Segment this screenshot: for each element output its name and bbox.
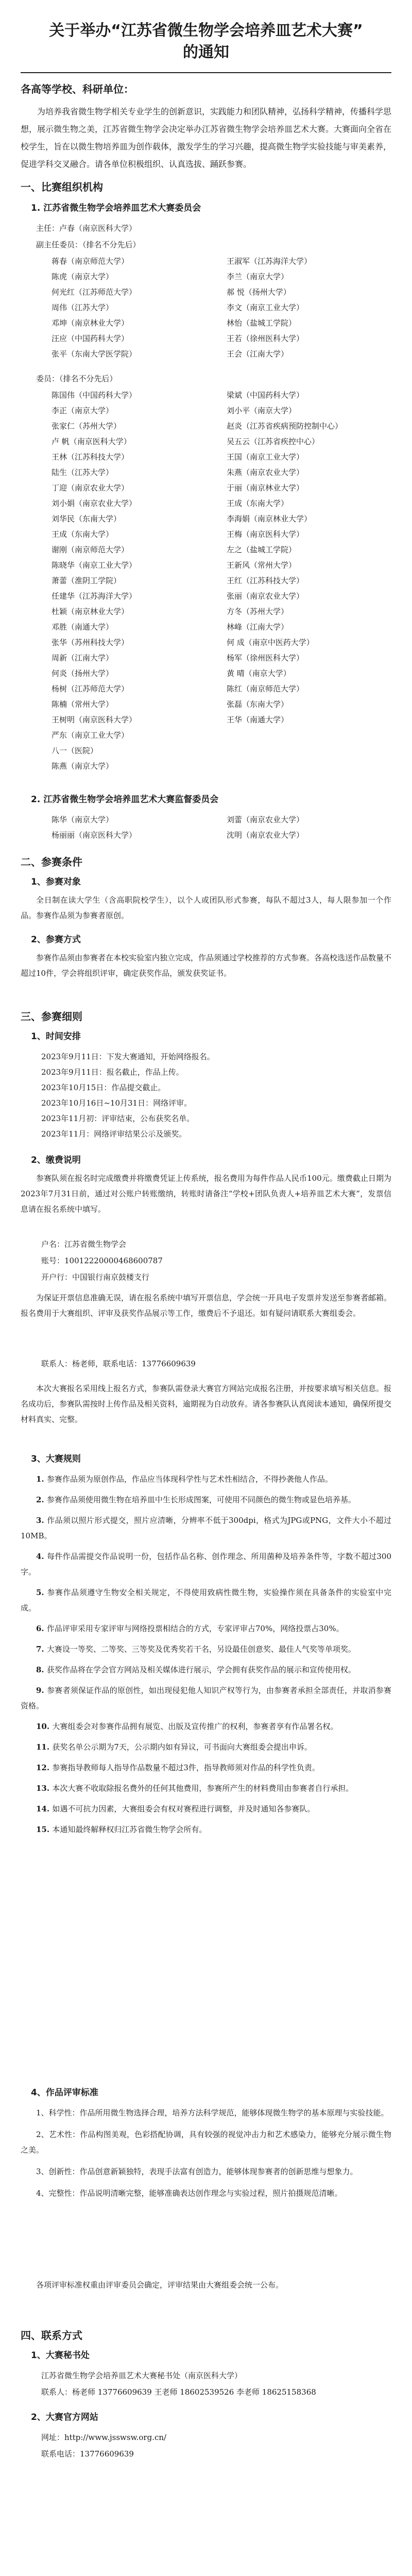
rule-number: 14. bbox=[36, 1804, 53, 1814]
schedule-item: 2023年10月16日~10月31日：网络评审。 bbox=[41, 1098, 192, 1108]
section-eligibility-title: 二、参赛条件 bbox=[21, 856, 82, 868]
method-subtitle: 2、参赛方式 bbox=[31, 935, 81, 945]
member-item: 陈红（南京师范大学） bbox=[227, 684, 304, 693]
rule-item bbox=[21, 1719, 391, 1734]
member-item: 八一（医院） bbox=[52, 746, 98, 755]
rule-item bbox=[21, 1760, 391, 1775]
contact-line: 联系人：杨老师，联系电话：13776609639 bbox=[41, 1359, 196, 1368]
criteria-subtitle: 4、作品评审标准 bbox=[31, 2088, 98, 2098]
member-item: 张丽（南京农业大学） bbox=[227, 591, 304, 601]
method-text: 参赛作品须由参赛者在本校实验室内独立完成，作品须通过学校推荐的方式参赛。各高校选送作品数量不超过10件，学会将组织评审，确定获奖作品，颁发获奖证书。 bbox=[21, 953, 392, 978]
rule-item bbox=[21, 1739, 391, 1755]
member-item: 王梅（南京医科大学） bbox=[227, 530, 304, 539]
member-item: 王林（江苏科技大学） bbox=[52, 452, 129, 462]
member-item: 林峰（江南大学） bbox=[227, 622, 289, 632]
rule-number: 7. bbox=[36, 1645, 47, 1654]
member-item: 杨军（徐州医科大学） bbox=[227, 653, 304, 663]
member-item: 李正（南京大学） bbox=[52, 406, 114, 415]
rule-text: 本次大赛不收取除报名费外的任何其他费用，参赛所产生的材料费用由参赛者自行承担。 bbox=[52, 1784, 354, 1793]
vice-director-item: 张平（东南大学医学院） bbox=[52, 349, 137, 359]
rule-item bbox=[21, 1471, 391, 1487]
vice-director-item: 王会（江南大学） bbox=[227, 349, 289, 359]
rule-text: 参赛指导教师每人指导作品数量不超过3件，指导教师须对作品的科学性负责。 bbox=[52, 1763, 320, 1772]
rules-list bbox=[21, 1471, 391, 1842]
rule-text: 大赛设一等奖、二等奖、三等奖及优秀奖若干名，另设最佳创意奖、最佳人气奖等单项奖。 bbox=[46, 1645, 356, 1654]
vice-director-item: 周伟（江苏大学） bbox=[52, 303, 114, 312]
member-item: 王成（东南大学） bbox=[52, 530, 114, 539]
vice-director-item: 林怡（盐城工学院） bbox=[227, 318, 297, 328]
account-name bbox=[41, 1236, 126, 1252]
vice-director-item: 蒋春（南京师范大学） bbox=[52, 257, 129, 266]
rule-item bbox=[21, 1513, 391, 1544]
member-item: 何炎（扬州大学） bbox=[52, 669, 114, 678]
rule-text: 参赛作品须遵守生物安全相关规定，不得使用致病性微生物，实验操作须在具备条件的实验室中完成。 bbox=[21, 1588, 391, 1613]
rule-item bbox=[21, 1641, 391, 1657]
rule-item bbox=[21, 1781, 391, 1796]
rule-number: 2. bbox=[36, 1495, 47, 1504]
member-item: 邓胜（南通大学） bbox=[52, 622, 114, 632]
secretariat-subtitle: 1、大赛秘书处 bbox=[31, 2350, 90, 2361]
member-item: 刘小娟（南京农业大学） bbox=[52, 499, 137, 508]
supervisor-item: 陈华（南京大学） bbox=[52, 815, 114, 824]
member-item: 李海娟（南京林业大学） bbox=[227, 514, 312, 523]
supervisor-item: 杨丽丽（南京医科大学） bbox=[52, 831, 137, 840]
rule-number: 5. bbox=[36, 1588, 47, 1597]
member-item: 张华（苏州科技大学） bbox=[52, 638, 129, 647]
rule-item bbox=[21, 1492, 391, 1507]
website-phone: 联系电话：13776609639 bbox=[41, 2449, 134, 2459]
notice-title-line2: 的通知 bbox=[183, 43, 229, 61]
member-item: 刘华民（东南大学） bbox=[52, 514, 122, 523]
members-left bbox=[52, 387, 136, 774]
member-item: 梁斌（中国药科大学） bbox=[227, 391, 304, 400]
participants-text: 全日制在读大学生（含高职院校学生），以个人或团队形式参赛，每队不超过3人，每人限参加一个作品。参赛作品须为参赛者原创。 bbox=[21, 895, 391, 920]
rule-item bbox=[21, 1585, 391, 1616]
rule-number: 12. bbox=[36, 1763, 53, 1772]
bank-label: 开户行： bbox=[41, 1273, 73, 1282]
fee-subtitle: 2、缴费说明 bbox=[31, 1155, 81, 1165]
account-number-value: 10012220000468600787 bbox=[64, 1256, 163, 1265]
account-name-value: 江苏省微生物学会 bbox=[64, 1240, 127, 1249]
vice-director-item: 何光红（江苏师范大学） bbox=[52, 287, 137, 297]
rule-number: 10. bbox=[36, 1722, 53, 1731]
schedule-list bbox=[41, 1049, 215, 1142]
vice-director-item: 王淑军（江苏海洋大学） bbox=[227, 257, 312, 266]
member-item: 刘小平（南京大学） bbox=[227, 406, 297, 415]
member-item: 陈燕（南京大学） bbox=[52, 761, 114, 771]
bank-value: 中国银行南京鼓楼支行 bbox=[72, 1273, 150, 1282]
intro-paragraph: 为培养我省微生物学相关专业学生的创新意识，实践能力和团队精神，弘扬科学精神，传播科学思想，展示微生物之美，江苏省微生物学会决定举办江苏省微生物学会培养皿艺术大赛。大赛面向全省在校学生，旨在以微生物培养皿为创作载体，激发学生的学习兴趣，提高微生物学实验技能与审美素养，促进学科交叉融合。请各单位积极组织、认真选拔、踊跃参赛。 bbox=[21, 107, 392, 169]
vice-director-item: 李文（南京工业大学） bbox=[227, 303, 304, 312]
vice-director-item: 郝 悦（扬州大学） bbox=[227, 287, 291, 297]
rule-number: 11. bbox=[36, 1742, 53, 1752]
criteria-note: 各项评审标准权重由评审委员会确定，评审结果由大赛组委会统一公布。 bbox=[36, 2280, 284, 2290]
rule-text: 大赛组委会对参赛作品拥有展览、出版及宣传推广的权利，参赛者享有作品署名权。 bbox=[52, 1722, 338, 1731]
rule-text: 获奖名单公示期为7天，公示期内如有异议，可书面向大赛组委会提出申诉。 bbox=[52, 1742, 312, 1752]
member-item: 于丽（南京林业大学） bbox=[227, 483, 304, 493]
rule-text: 作品评审采用专家评审与网络投票相结合的方式，专家评审占70%，网络投票占30%。 bbox=[46, 1624, 344, 1633]
rule-item bbox=[21, 1683, 391, 1714]
vice-director-item: 汪应（中国药科大学） bbox=[52, 334, 129, 343]
rule-number: 1. bbox=[36, 1475, 47, 1484]
members-right bbox=[227, 387, 342, 727]
committee-director: 主任：卢春（南京医科大学） bbox=[36, 224, 137, 233]
rule-number: 15. bbox=[36, 1825, 53, 1834]
rule-text: 参赛作品须使用微生物在培养皿中生长形成图案，可使用不同颜色的微生物或显色培养基。 bbox=[46, 1495, 356, 1504]
vice-director-item: 李兰（南京大学） bbox=[227, 272, 289, 281]
rule-number: 4. bbox=[36, 1552, 47, 1561]
member-item: 左之（盐城工学院） bbox=[227, 545, 297, 554]
rule-text: 作品须以照片形式提交，照片应清晰，分辨率不低于300dpi，格式为JPG或PNG，文件大小不超过10MB。 bbox=[21, 1516, 391, 1540]
schedule-item: 2023年9月11日：报名截止，作品上传。 bbox=[41, 1067, 184, 1077]
website-url: 网址：http://www.jsswsw.org.cn/ bbox=[41, 2433, 167, 2442]
member-item: 王成（东南大学） bbox=[227, 499, 289, 508]
member-item: 王树明（南京医科大学） bbox=[52, 715, 137, 724]
member-item: 杨树（江苏师范大学） bbox=[52, 684, 129, 693]
supervisor-item: 刘蕾（南京农业大学） bbox=[227, 815, 304, 824]
rule-number: 9. bbox=[36, 1686, 47, 1695]
vice-director-item: 陈虎（南京大学） bbox=[52, 272, 114, 281]
member-item: 周新（江南大学） bbox=[52, 653, 114, 663]
member-item: 任建华（江苏海洋大学） bbox=[52, 591, 137, 601]
member-item: 王红（江苏科技大学） bbox=[227, 576, 304, 585]
criteria-item: 2、艺术性：作品构图美观，色彩搭配协调，具有较强的视觉冲击力和艺术感染力，能够充分展示微生物之美。 bbox=[21, 2130, 391, 2155]
criteria-item: 4、完整性：作品说明清晰完整，能够准确表达创作理念与实验过程，照片拍摄规范清晰。 bbox=[36, 2189, 342, 2198]
member-item: 方冬（苏州大学） bbox=[227, 607, 289, 616]
rule-number: 8. bbox=[36, 1665, 47, 1674]
bank-name bbox=[41, 1269, 149, 1285]
member-item: 卢 帆（南京医科大学） bbox=[52, 437, 131, 446]
supervisors-right bbox=[227, 812, 304, 843]
member-item: 赵炎（江苏省疾病预防控制中心） bbox=[227, 421, 343, 431]
member-item: 杜颖（南京林业大学） bbox=[52, 607, 129, 616]
rule-text: 获奖作品将在学会官方网站及相关媒体进行展示，学会拥有获奖作品的展示和宣传使用权。 bbox=[46, 1665, 356, 1674]
account-name-label: 户名： bbox=[41, 1240, 65, 1249]
greeting: 各高等学校、科研单位： bbox=[21, 83, 134, 95]
participants-subtitle: 1、参赛对象 bbox=[31, 877, 81, 887]
org-committee-title: 1. 江苏省微生物学会培养皿艺术大赛委员会 bbox=[31, 203, 201, 213]
supervisor-item: 沈明（南京农业大学） bbox=[227, 831, 304, 840]
member-item: 丁迎（南京农业大学） bbox=[52, 483, 129, 493]
registration-note: 本次大赛报名采用线上报名方式，参赛队需登录大赛官方网站完成报名注册，并按要求填写相关信息。报名成功后，参赛队需按时上传作品及相关资料，逾期视为自动放弃。请各参赛队认真阅读本通知，确保所提交材料真实、完整。 bbox=[21, 1384, 392, 1424]
member-item: 朱燕（南京农业大学） bbox=[227, 468, 304, 477]
member-item: 何 成（南京中医药大学） bbox=[227, 638, 314, 647]
member-item: 王华（南通大学） bbox=[227, 715, 289, 724]
member-item: 张家仁（苏州大学） bbox=[52, 421, 122, 431]
rule-item bbox=[21, 1621, 391, 1636]
member-item: 王新风（常州大学） bbox=[227, 561, 297, 570]
invoice-text: 为保证开票信息准确无误，请在报名系统中填写开票信息，学会统一开具电子发票并发送至参赛者邮箱。报名费用于大赛组织、评审及获奖作品展示等工作，缴费后不予退还。如有疑问请联系大赛组委会。 bbox=[21, 1293, 392, 1318]
rule-number: 13. bbox=[36, 1784, 53, 1793]
supervision-committee-title: 2. 江苏省微生物学会培养皿艺术大赛监督委员会 bbox=[31, 794, 219, 805]
rule-item bbox=[21, 1549, 391, 1580]
rule-item bbox=[21, 1822, 391, 1837]
member-item: 谢刚（南京师范大学） bbox=[52, 545, 129, 554]
rule-text: 参赛作品须为原创作品，作品应当体现科学性与艺术性相结合，不得抄袭他人作品。 bbox=[46, 1475, 333, 1484]
members-label: 委员：（排名不分先后） bbox=[36, 374, 117, 383]
criteria-list bbox=[21, 2105, 391, 2207]
secretariat-org: 江苏省微生物学会培养皿艺术大赛秘书处（南京医科大学） bbox=[41, 2371, 243, 2380]
schedule-item: 2023年9月11日：下发大赛通知，开始网络报名。 bbox=[41, 1052, 215, 1061]
member-item: 王国（南京工业大学） bbox=[227, 452, 304, 462]
section-rules-title: 三、参赛细则 bbox=[21, 1010, 82, 1023]
criteria-item: 1、科学性：作品所用微生物选择合理，培养方法科学规范，能够体现微生物学的基本原理与实验技能。 bbox=[36, 2108, 389, 2117]
account-number-label: 账号： bbox=[41, 1256, 65, 1265]
member-item: 黄 晴（南京大学） bbox=[227, 669, 291, 678]
rule-item bbox=[21, 1801, 391, 1817]
section-contact-title: 四、联系方式 bbox=[21, 2329, 82, 2342]
schedule-item: 2023年11月初：评审结束，公布获奖名单。 bbox=[41, 1114, 195, 1123]
rule-text: 如遇不可抗力因素，大赛组委会有权对赛程进行调整，并及时通知各参赛队。 bbox=[52, 1804, 315, 1814]
account-number bbox=[41, 1253, 163, 1268]
schedule-item: 2023年11月：网络评审结果公示及颁奖。 bbox=[41, 1129, 187, 1139]
vice-directors-left bbox=[52, 253, 136, 362]
rule-item bbox=[21, 1662, 391, 1677]
section-organization-title: 一、比赛组织机构 bbox=[21, 181, 103, 193]
member-item: 吴五云（江苏省疾控中心） bbox=[227, 437, 320, 446]
website-subtitle: 2、大赛官方网站 bbox=[31, 2412, 98, 2422]
fee-text: 参赛队须在报名时完成缴费并将缴费凭证上传系统，报名费用为每件作品人民币100元。缴费截止日期为2023年7月31日前，通过对公账户转账缴纳，转账时请备注“学校+团队负责人+培养皿艺术大赛”，发票信息请在报名系统中填写。 bbox=[21, 1174, 391, 1214]
rule-number: 6. bbox=[36, 1624, 47, 1633]
secretariat-contacts: 联系人：杨老师 13776609639 王老师 18602539526 李老师 18625158368 bbox=[41, 2387, 316, 2397]
rule-text: 每件作品需提交作品说明一份，包括作品名称、创作理念、所用菌种及培养条件等，字数不超过300字。 bbox=[21, 1552, 391, 1577]
member-item: 陈晓华（南京工业大学） bbox=[52, 561, 137, 570]
rule-number: 3. bbox=[36, 1516, 47, 1525]
member-item: 萧蕾（淮阴工学院） bbox=[52, 576, 122, 585]
member-item: 陈国伟（中国药科大学） bbox=[52, 391, 137, 400]
schedule-subtitle: 1、时间安排 bbox=[31, 1031, 81, 1042]
member-item: 陆生（江苏大学） bbox=[52, 468, 114, 477]
vice-director-item: 王若（徐州医科大学） bbox=[227, 334, 304, 343]
competition-rules-subtitle: 3、大赛规则 bbox=[31, 1454, 81, 1464]
supervisors-left bbox=[52, 812, 136, 843]
member-item: 陈楠（常州大学） bbox=[52, 700, 114, 709]
vice-directors-right bbox=[227, 253, 312, 362]
rule-text: 参赛者须保证作品的原创性，如出现侵犯他人知识产权等行为，由参赛者承担全部责任，并取消参赛资格。 bbox=[21, 1686, 391, 1710]
notice-title: 关于举办“江苏省微生物学会培养皿艺术大赛” bbox=[49, 22, 363, 40]
vice-directors-label: 副主任委员：（排名不分先后） bbox=[36, 240, 141, 249]
rule-text: 本通知最终解释权归江苏省微生物学会所有。 bbox=[52, 1825, 207, 1834]
vice-director-item: 邓坤（南京林业大学） bbox=[52, 318, 129, 328]
title-divider bbox=[21, 72, 391, 73]
schedule-item: 2023年10月15日：作品提交截止。 bbox=[41, 1083, 166, 1092]
member-item: 严东（南京工业大学） bbox=[52, 731, 129, 740]
member-item: 张磊（东南大学） bbox=[227, 700, 289, 709]
criteria-item: 3、创新性：作品创意新颖独特，表现手法富有创造力，能够体现参赛者的创新思维与想象力。 bbox=[36, 2167, 358, 2176]
